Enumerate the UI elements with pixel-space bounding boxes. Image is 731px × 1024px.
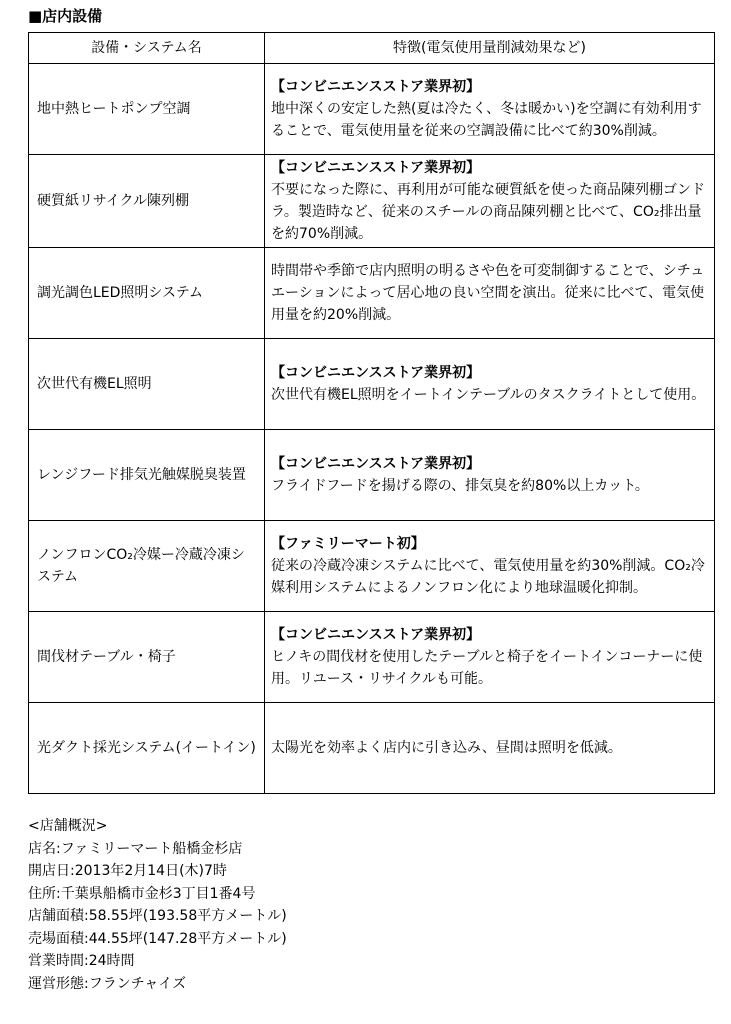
- feature-description: 従来の冷蔵冷凍システムに比べて、電気使用量を約30%削減。CO₂冷媒利用システムによるノンフロン化により地球温暖化抑制。: [271, 558, 705, 596]
- table-row: [29, 430, 715, 521]
- feature-description: 次世代有機EL照明をイートインテーブルのタスクライトとして使用。: [271, 387, 706, 403]
- facility-feature: [265, 612, 715, 703]
- feature-tag: 【コンビニエンスストア業界初】: [271, 79, 481, 95]
- feature-description: 時間帯や季節で店内照明の明るさや色を可変制御することで、シチュエーションによって居心地の良い空間を演出。従来に比べて、電気使用量を約20%削減。: [271, 263, 705, 323]
- feature-description: フライドフードを揚げる際の、排気臭を約80%以上カット。: [271, 478, 649, 494]
- facility-feature: [265, 521, 715, 612]
- table-header-row: [29, 33, 715, 64]
- facility-name: レンジフード排気光触媒脱臭装置: [29, 430, 265, 521]
- table-row: [29, 339, 715, 430]
- table-row: [29, 248, 715, 339]
- feature-tag: 【コンビニエンスストア業界初】: [271, 627, 481, 643]
- facility-feature: [265, 64, 715, 155]
- facility-name: 次世代有機EL照明: [29, 339, 265, 430]
- facility-name: 地中熱ヒートポンプ空調: [29, 64, 265, 155]
- facilities-table: [28, 32, 715, 794]
- header-facility-name: 設備・システム名: [29, 33, 265, 64]
- section-title: ■店内設備: [28, 7, 103, 25]
- table-row: [29, 612, 715, 703]
- table-row: [29, 64, 715, 155]
- feature-tag: 【ファミリーマート初】: [271, 536, 425, 552]
- overview-business-hours: 営業時間:24時間: [28, 953, 135, 969]
- facility-name: 硬質紙リサイクル陳列棚: [29, 155, 265, 248]
- facility-feature: [265, 248, 715, 339]
- table-row: [29, 155, 715, 248]
- overview-heading: <店舗概況>: [28, 818, 108, 834]
- feature-description: 地中深くの安定した熱(夏は冷たく、冬は暖かい)を空調に有効利用することで、電気使用量を従来の空調設備に比べて約30%削減。: [271, 101, 702, 139]
- feature-description: 不要になった際に、再利用が可能な硬質紙を使った商品陳列棚ゴンドラ。製造時など、従来のスチールの商品陳列棚と比べて、CO₂排出量を約70%削減。: [271, 182, 705, 242]
- store-overview: [28, 815, 287, 995]
- facility-feature: [265, 155, 715, 248]
- table-row: [29, 703, 715, 794]
- overview-sales-area: 売場面積:44.55坪(147.28平方メートル): [28, 930, 287, 947]
- overview-operation-format: 運営形態:フランチャイズ: [28, 975, 187, 992]
- feature-description: 太陽光を効率よく店内に引き込み、昼間は照明を低減。: [271, 740, 622, 756]
- facility-name: 光ダクト採光システム(イートイン): [29, 703, 265, 794]
- header-features: 特徴(電気使用量削減効果など): [265, 33, 715, 64]
- feature-tag: 【コンビニエンスストア業界初】: [271, 160, 481, 176]
- overview-opening-date: 開店日:2013年2月14日(木)7時: [28, 863, 227, 879]
- feature-description: ヒノキの間伐材を使用したテーブルと椅子をイートインコーナーに使用。リユース・リサイクルも可能。: [271, 649, 703, 687]
- facility-feature: [265, 339, 715, 430]
- overview-store-name: 店名:ファミリーマート船橋金杉店: [28, 840, 243, 857]
- feature-tag: 【コンビニエンスストア業界初】: [271, 456, 481, 472]
- facility-name: 間伐材テーブル・椅子: [29, 612, 265, 703]
- feature-tag: 【コンビニエンスストア業界初】: [271, 365, 481, 381]
- facility-name: ノンフロンCO₂冷媒ー冷蔵冷凍システム: [29, 521, 265, 612]
- facility-feature: [265, 430, 715, 521]
- overview-store-area: 店舗面積:58.55坪(193.58平方メートル): [28, 908, 287, 924]
- facility-name: 調光調色LED照明システム: [29, 248, 265, 339]
- facility-feature: [265, 703, 715, 794]
- overview-address: 住所:千葉県船橋市金杉3丁目1番4号: [28, 885, 256, 902]
- table-row: [29, 521, 715, 612]
